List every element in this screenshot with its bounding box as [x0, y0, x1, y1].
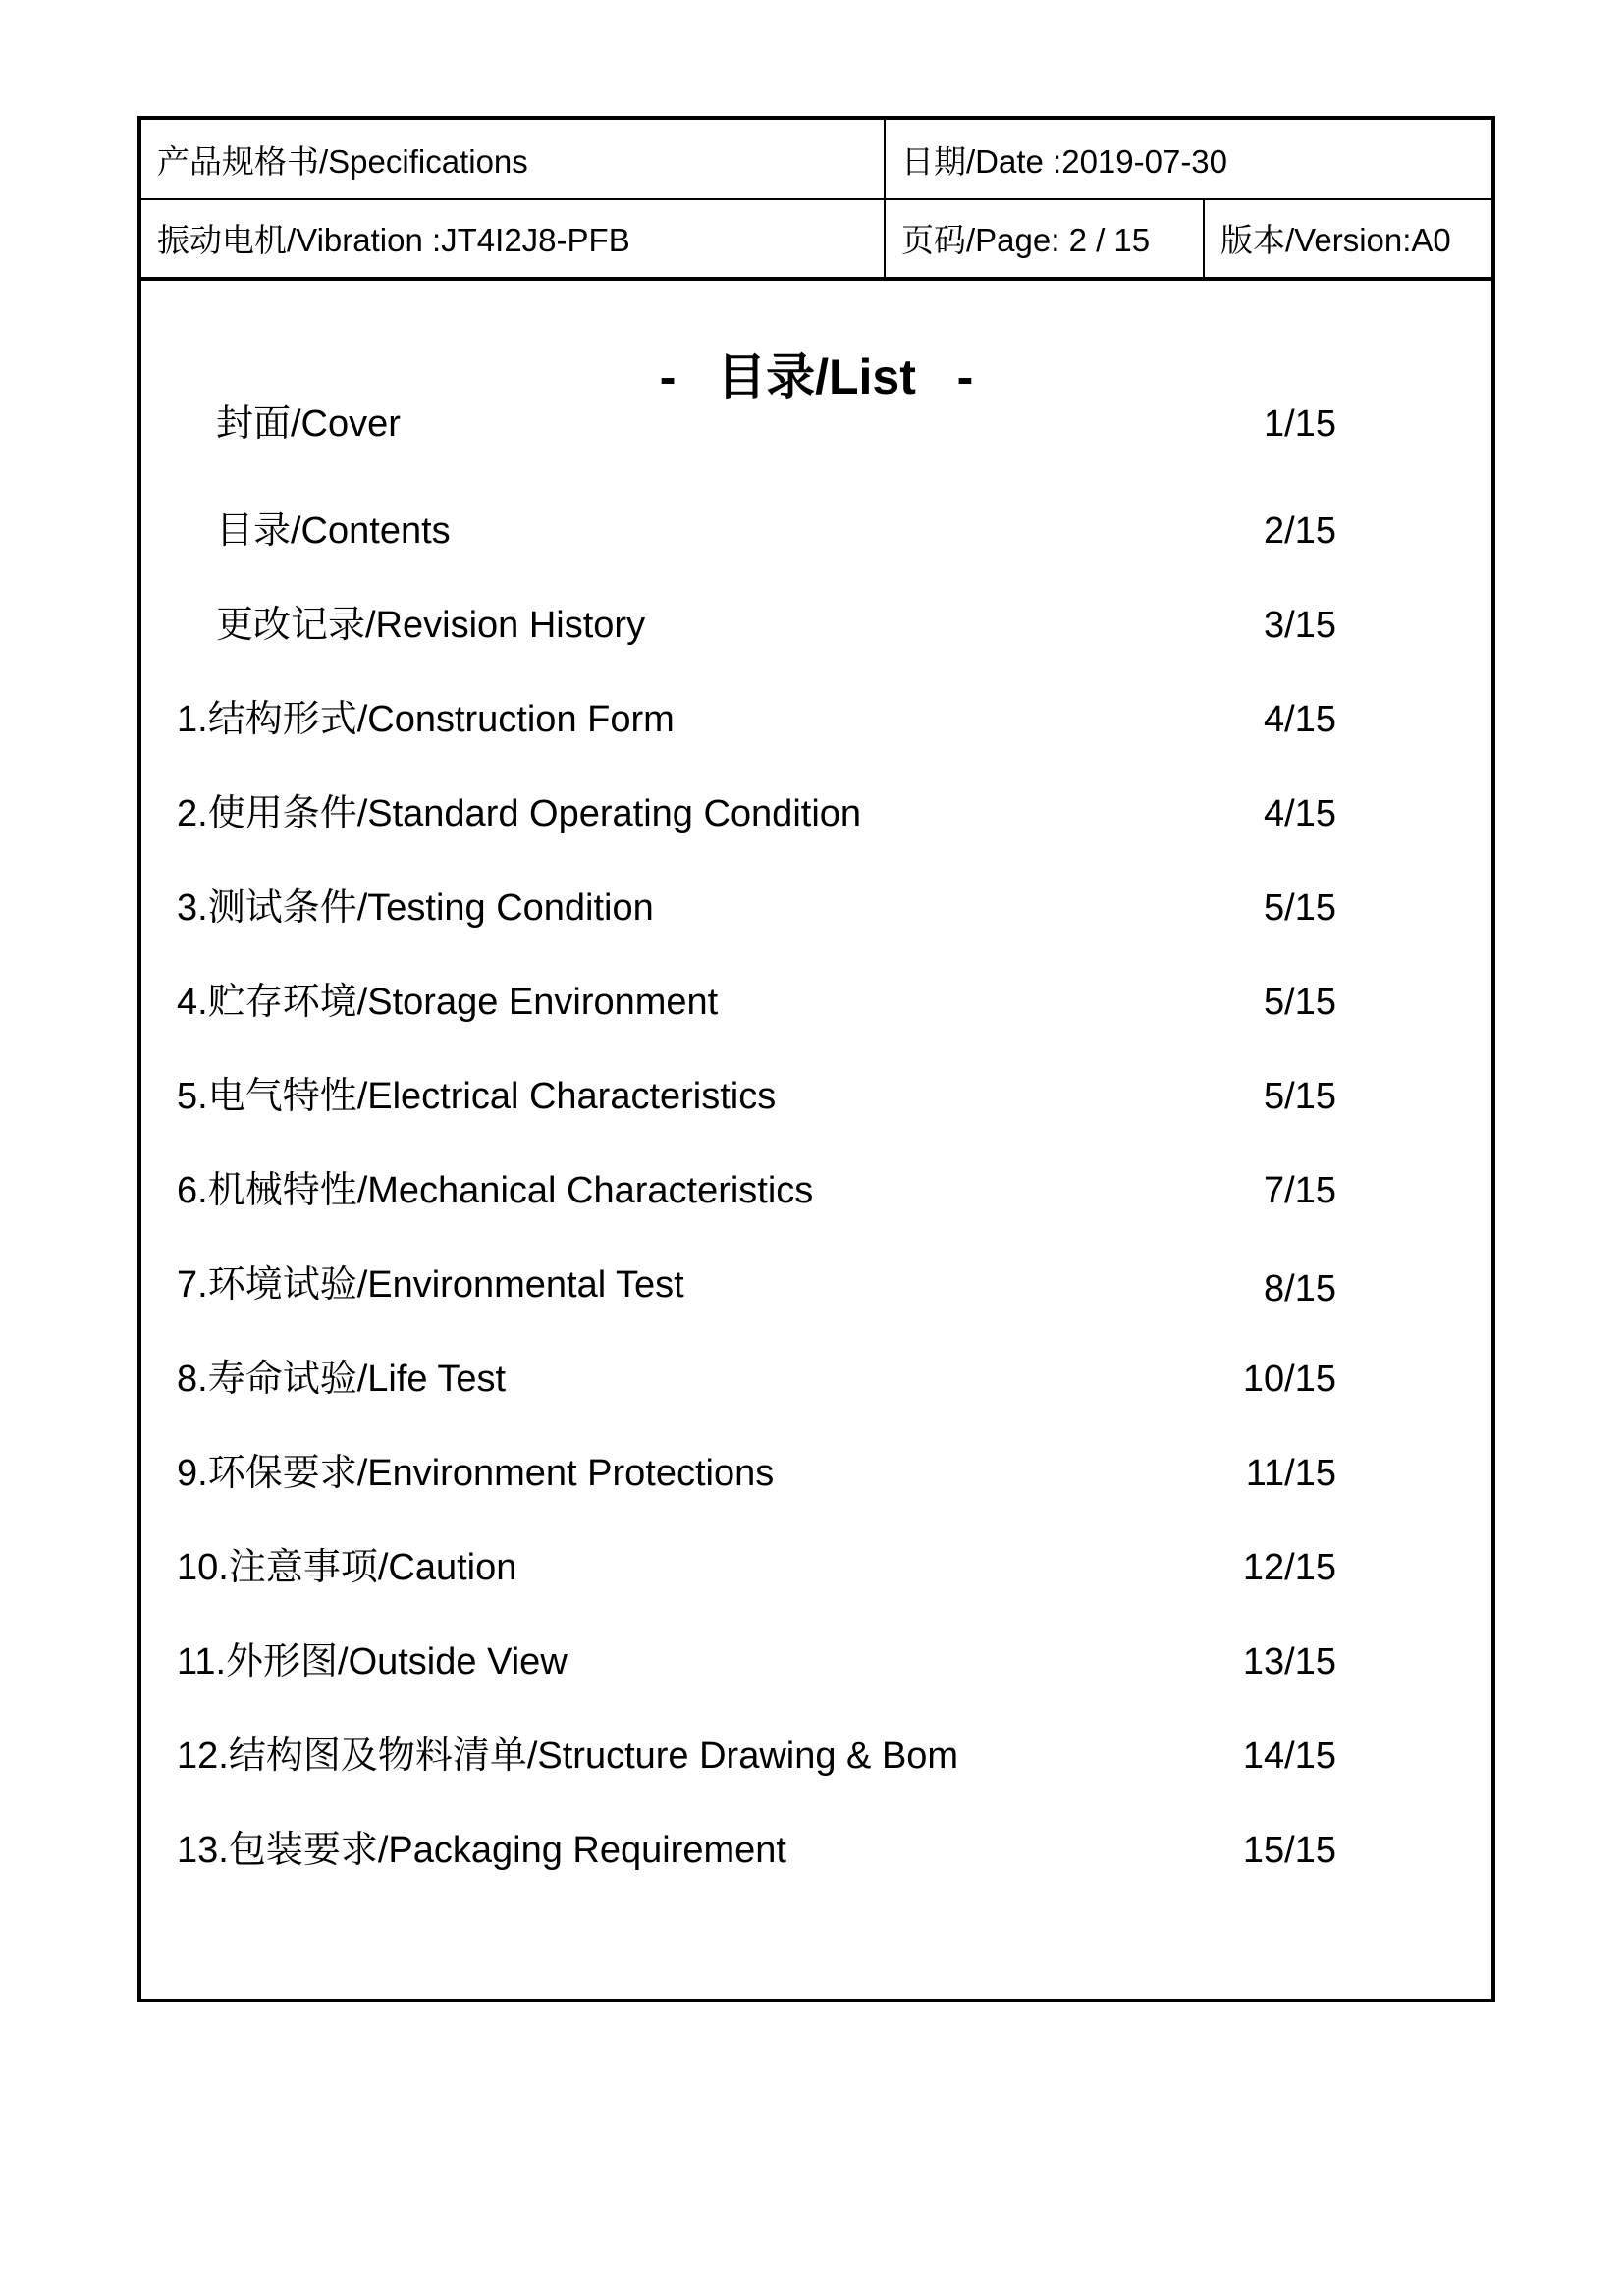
toc-item-page: 3/15 [1264, 605, 1336, 646]
toc-item-page: 7/15 [1264, 1170, 1336, 1211]
toc-item-label: 7.环境试验/Environmental Test [177, 1264, 684, 1306]
toc-item-outside-view [141, 1632, 1491, 1691]
table-of-contents [141, 120, 1491, 1999]
toc-item-storage-environment [141, 973, 1491, 1032]
toc-item-label: 8.寿命试验/Life Test [177, 1359, 507, 1400]
toc-item-caution [141, 1538, 1491, 1597]
toc-item-electrical-characteristics [141, 1067, 1491, 1126]
toc-item-label: 9.环保要求/Environment Protections [177, 1453, 775, 1494]
toc-item-life-test [141, 1350, 1491, 1409]
toc-item-page: 13/15 [1242, 1641, 1336, 1682]
toc-item-label: 6.机械特性/Mechanical Characteristics [177, 1170, 814, 1211]
page-cell: 页码/Page: 2 / 15 [886, 198, 1205, 277]
toc-item-label: 封面/Cover [216, 403, 401, 445]
toc-item-label: 2.使用条件/Standard Operating Condition [177, 793, 862, 834]
document-frame [137, 116, 1495, 2002]
toc-item-cover [141, 395, 1491, 454]
toc-item-environmental-test [141, 1255, 1491, 1314]
toc-item-label: 目录/Contents [216, 510, 451, 552]
toc-item-label: 13.包装要求/Packaging Requirement [177, 1830, 786, 1871]
toc-item-label: 10.注意事项/Caution [177, 1547, 517, 1588]
toc-item-testing-condition [141, 879, 1491, 937]
toc-item-operating-condition [141, 784, 1491, 843]
spec-cell: 产品规格书/Specifications [141, 120, 886, 198]
toc-item-label: 3.测试条件/Testing Condition [177, 887, 654, 929]
toc-item-page: 10/15 [1242, 1359, 1336, 1400]
toc-item-page: 1/15 [1264, 403, 1336, 445]
toc-item-construction-form [141, 690, 1491, 749]
toc-item-page: 4/15 [1264, 793, 1336, 834]
toc-item-page: 14/15 [1242, 1735, 1336, 1777]
toc-item-page: 2/15 [1264, 510, 1336, 552]
toc-item-environment-protections [141, 1444, 1491, 1503]
toc-item-page: 5/15 [1264, 982, 1336, 1023]
toc-item-label: 更改记录/Revision History [216, 605, 646, 646]
toc-item-label: 5.电气特性/Electrical Characteristics [177, 1076, 777, 1117]
toc-item-label: 11.外形图/Outside View [177, 1641, 568, 1682]
toc-item-revision-history [141, 596, 1491, 655]
toc-item-page: 4/15 [1264, 699, 1336, 740]
toc-item-contents [141, 502, 1491, 561]
date-cell: 日期/Date :2019-07-30 [901, 142, 1228, 180]
toc-item-mechanical-characteristics [141, 1161, 1491, 1220]
toc-item-page: 11/15 [1245, 1453, 1336, 1494]
toc-item-page: 8/15 [1264, 1268, 1336, 1309]
toc-item-page: 12/15 [1242, 1547, 1336, 1588]
toc-item-page: 5/15 [1264, 887, 1336, 929]
toc-item-structure-drawing [141, 1727, 1491, 1786]
product-cell: 振动电机/Vibration :JT4I2J8-PFB [141, 198, 886, 277]
page-title: - 目录/List - [659, 349, 974, 404]
toc-item-label: 1.结构形式/Construction Form [177, 699, 675, 740]
toc-item-packaging-requirement [141, 1821, 1491, 1880]
toc-item-label: 4.贮存环境/Storage Environment [177, 982, 719, 1023]
version-cell: 版本/Version:A0 [1220, 221, 1451, 258]
toc-item-label: 12.结构图及物料清单/Structure Drawing & Bom [177, 1735, 959, 1777]
toc-item-page: 15/15 [1242, 1830, 1336, 1871]
toc-item-page: 5/15 [1264, 1076, 1336, 1117]
